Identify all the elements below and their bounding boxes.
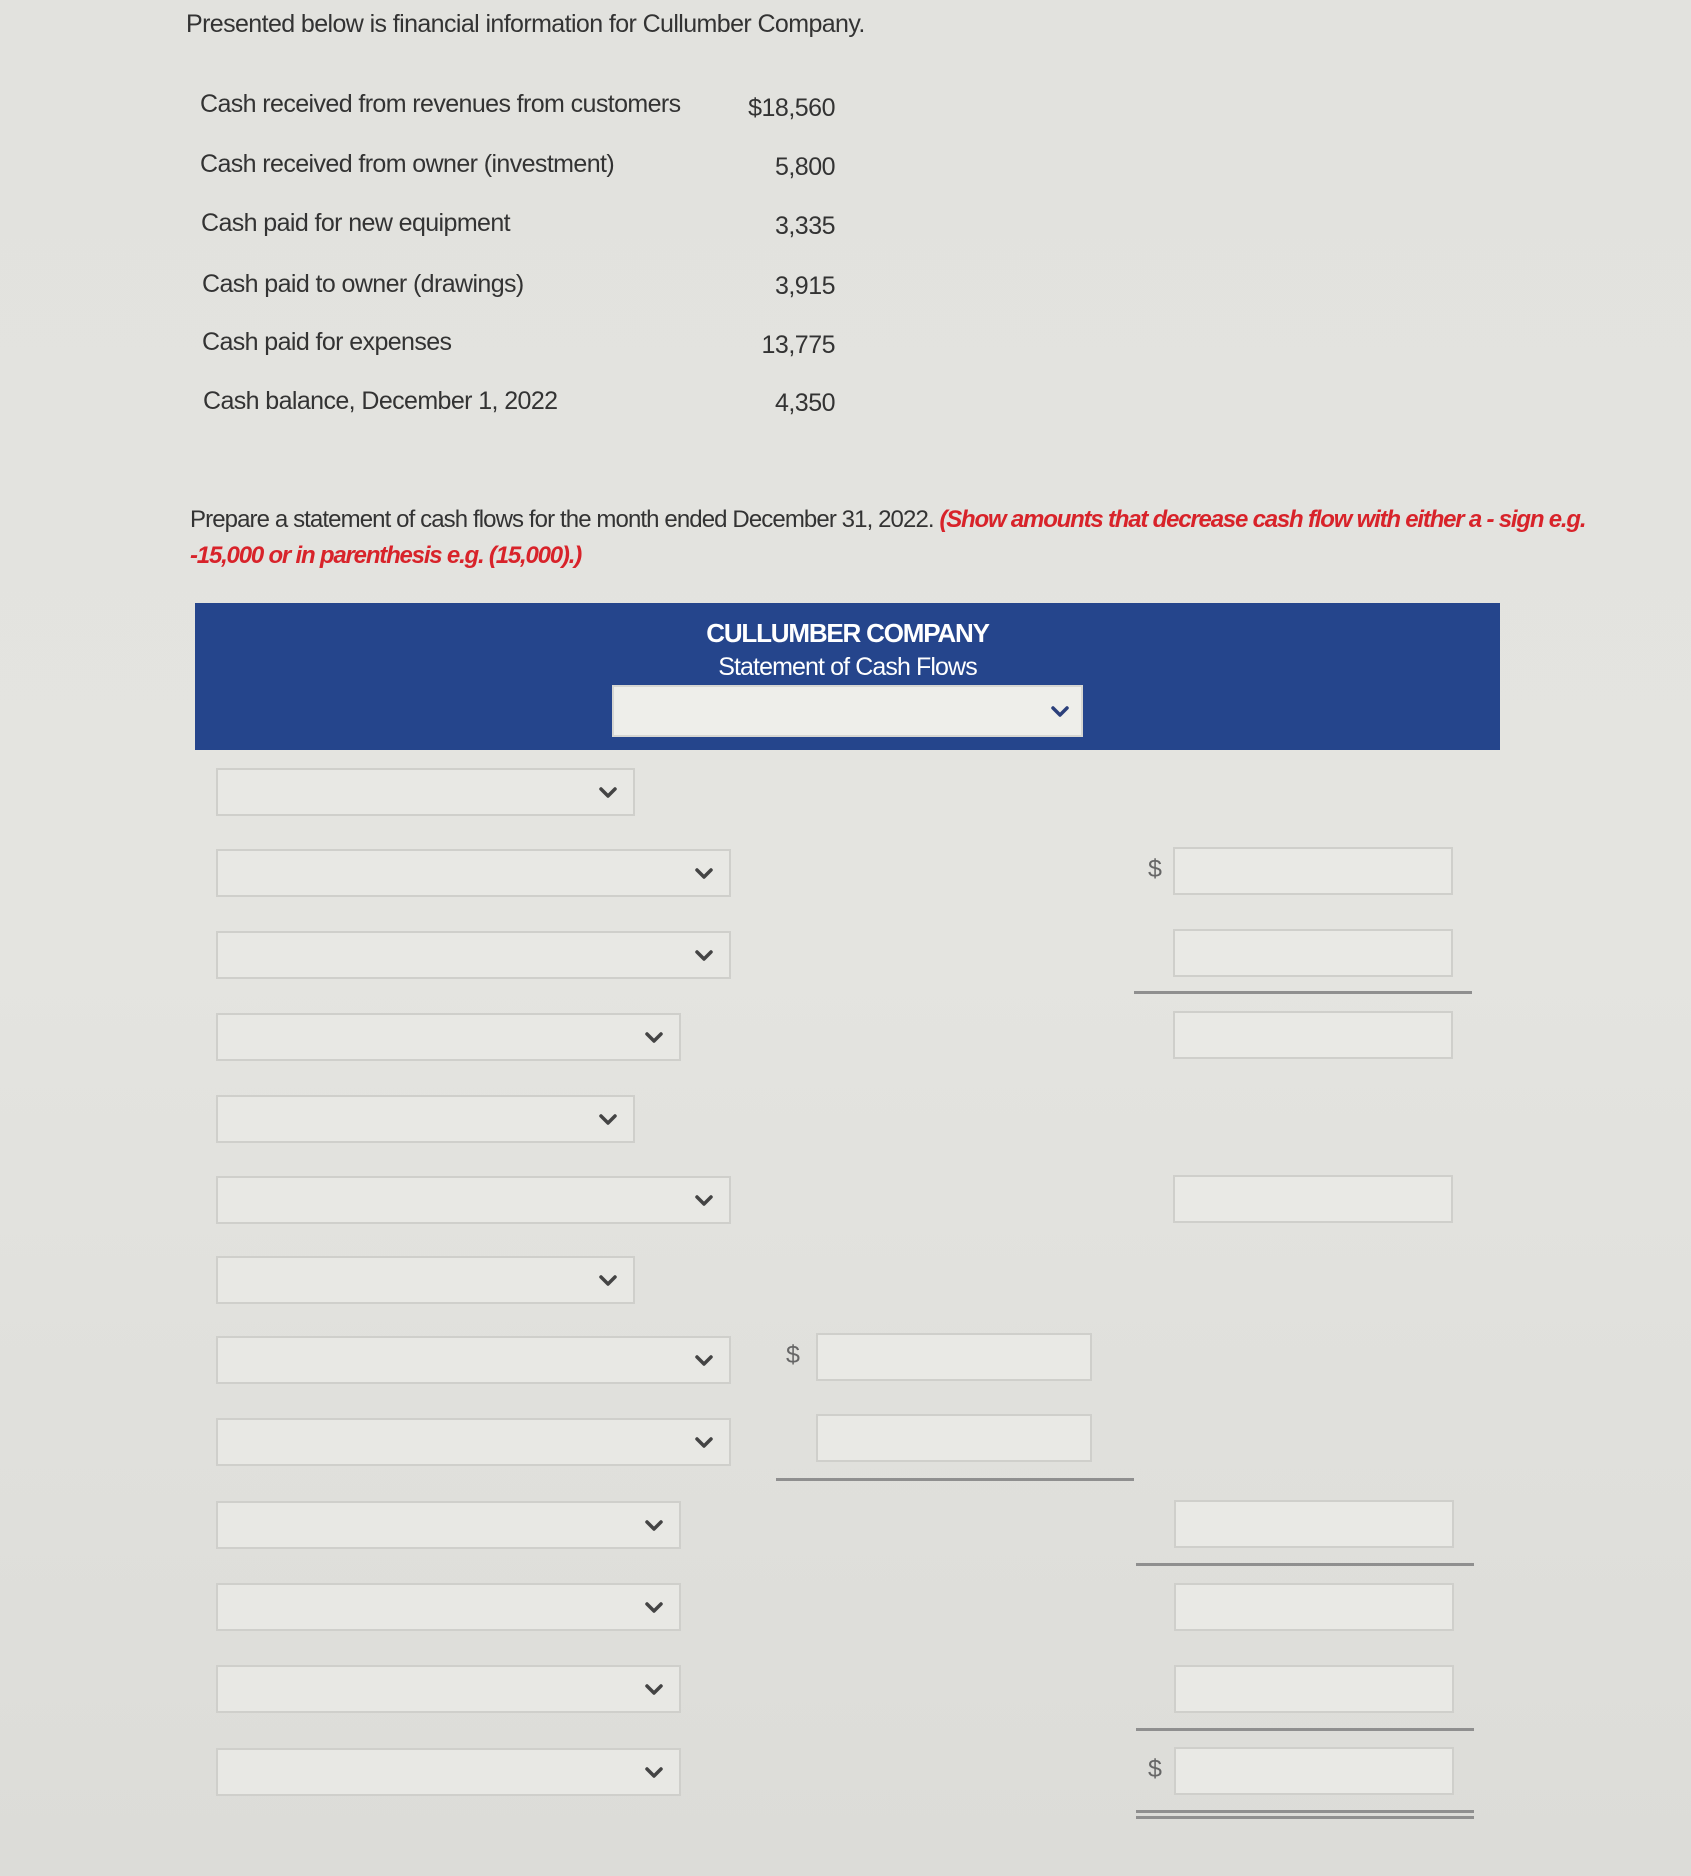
- subtotal-rule: [1134, 991, 1472, 994]
- info-label: Cash paid to owner (drawings): [202, 270, 524, 298]
- line-item-dropdown[interactable]: [216, 1583, 681, 1631]
- instructions-main: Prepare a statement of cash flows for the month ended December 31, 2022.: [190, 506, 934, 533]
- chevron-down-icon: [693, 1432, 715, 1454]
- amount-input[interactable]: [1173, 1175, 1453, 1223]
- chevron-down-icon: [597, 1109, 619, 1131]
- line-item-dropdown[interactable]: [216, 768, 635, 816]
- instructions-note: (Show amounts that decrease cash flow with either a - sign e.g. -15,000 or in parenthesis e.g. (15,000).): [190, 506, 1586, 569]
- chevron-down-icon: [693, 945, 715, 967]
- info-value: 5,800: [774, 153, 835, 181]
- total-rule: [1136, 1810, 1474, 1813]
- info-value: 3,335: [774, 212, 835, 240]
- amount-input[interactable]: [1174, 1665, 1454, 1713]
- chevron-down-icon: [597, 1270, 619, 1292]
- line-item-dropdown[interactable]: [216, 1176, 731, 1224]
- intro-text: Presented below is financial information for Cullumber Company.: [186, 10, 865, 38]
- info-label: Cash paid for new equipment: [201, 209, 510, 237]
- statement-header: [195, 603, 1500, 750]
- amount-input[interactable]: [1173, 847, 1453, 895]
- info-label: Cash received from owner (investment): [200, 150, 615, 178]
- chevron-down-icon: [693, 1190, 715, 1212]
- info-value: 3,915: [774, 272, 835, 300]
- currency-symbol: $: [1148, 1755, 1162, 1783]
- chevron-down-icon: [643, 1515, 665, 1537]
- info-label: Cash received from revenues from customers: [200, 90, 681, 118]
- line-item-dropdown[interactable]: [216, 1095, 635, 1143]
- line-item-dropdown[interactable]: [216, 1748, 681, 1796]
- subtotal-rule: [776, 1478, 1134, 1481]
- line-item-dropdown[interactable]: [216, 1665, 681, 1713]
- amount-input[interactable]: [1173, 929, 1453, 977]
- line-item-dropdown[interactable]: [216, 931, 731, 979]
- ending-balance-input[interactable]: [1174, 1747, 1454, 1795]
- statement-title: Statement of Cash Flows: [718, 653, 977, 681]
- amount-input[interactable]: [1174, 1583, 1454, 1631]
- subtotal-rule: [1136, 1563, 1474, 1566]
- info-label: Cash paid for expenses: [202, 328, 452, 356]
- line-item-dropdown[interactable]: [216, 1013, 681, 1061]
- chevron-down-icon: [1049, 701, 1071, 723]
- chevron-down-icon: [693, 863, 715, 885]
- line-item-dropdown[interactable]: [216, 1256, 635, 1304]
- company-name: CULLUMBER COMPANY: [706, 618, 989, 648]
- line-item-dropdown[interactable]: [216, 849, 731, 897]
- amount-input[interactable]: [816, 1414, 1092, 1462]
- chevron-down-icon: [597, 782, 619, 804]
- instructions: [190, 502, 1610, 574]
- total-double-rule: [1136, 1816, 1474, 1819]
- line-item-dropdown[interactable]: [216, 1501, 681, 1549]
- chevron-down-icon: [643, 1762, 665, 1784]
- amount-input[interactable]: [1174, 1500, 1454, 1548]
- info-label: Cash balance, December 1, 2022: [203, 387, 558, 415]
- subtotal-rule: [1136, 1728, 1474, 1731]
- line-item-dropdown[interactable]: [216, 1336, 731, 1384]
- chevron-down-icon: [643, 1027, 665, 1049]
- period-dropdown[interactable]: [612, 685, 1083, 737]
- info-value: 13,775: [761, 331, 835, 359]
- currency-symbol: $: [786, 1341, 800, 1369]
- amount-input[interactable]: [1173, 1011, 1453, 1059]
- info-value: 4,350: [774, 389, 835, 417]
- amount-input[interactable]: [816, 1333, 1092, 1381]
- line-item-dropdown[interactable]: [216, 1418, 731, 1466]
- chevron-down-icon: [643, 1679, 665, 1701]
- chevron-down-icon: [643, 1597, 665, 1619]
- info-value: $18,560: [748, 94, 835, 122]
- currency-symbol: $: [1148, 855, 1162, 883]
- chevron-down-icon: [693, 1350, 715, 1372]
